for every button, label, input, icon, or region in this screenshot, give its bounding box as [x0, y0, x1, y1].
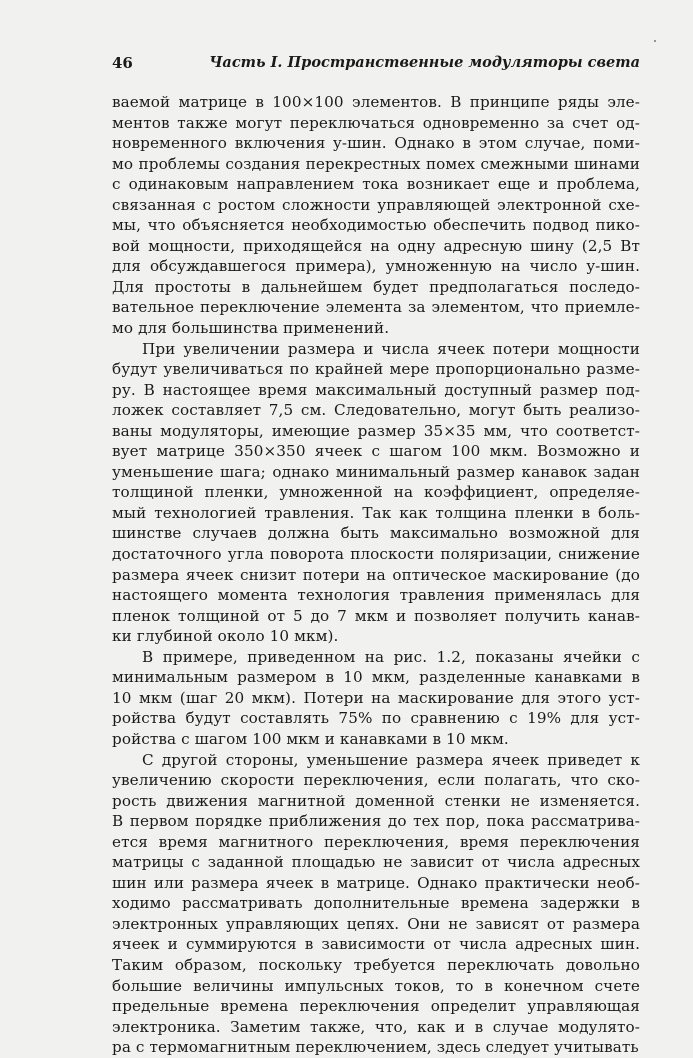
- running-head: Часть I. Пространственные модуляторы света: [209, 54, 640, 71]
- text-line: ложек составляет 7,5 см. Следовательно, могут быть реализо-: [112, 401, 640, 420]
- text-line: будут увеличиваться по крайней мере пропорционально разме-: [112, 360, 640, 379]
- paragraph: [112, 647, 640, 750]
- body-text: [112, 92, 640, 1058]
- text-line: шин или размера ячеек в матрице. Однако практически необ-: [112, 873, 640, 892]
- text-line: ваны модуляторы, имеющие размер 35×35 мм, что соответст-: [112, 421, 640, 440]
- text-line: с одинаковым направлением тока возникает еще и проблема,: [112, 175, 640, 194]
- text-line: мы, что объясняется необходимостью обеспечить подвод пико-: [112, 216, 640, 235]
- page-number: 46: [112, 54, 133, 72]
- text-line: 10 мкм (шаг 20 мкм). Потери на маскирование для этого уст-: [112, 688, 640, 707]
- text-line: ройства будут составлять 75% по сравнению с 19% для уст-: [112, 709, 640, 728]
- text-line: для обсуждавшегося примера), умноженную на число y-шин.: [112, 257, 640, 276]
- text-line: матрицы с заданной площадью не зависит от числа адресных: [112, 853, 640, 872]
- paragraph: [112, 750, 640, 1058]
- text-line: большие величины импульсных токов, то в конечном счете: [112, 976, 640, 995]
- text-line: Для простоты в дальнейшем будет предполагаться последо-: [112, 277, 640, 296]
- text-line: вует матрице 350×350 ячеек с шагом 100 мкм. Возможно и: [112, 442, 640, 461]
- text-line: увеличению скорости переключения, если полагать, что ско-: [112, 771, 640, 790]
- text-line: вательное переключение элемента за элементом, что приемле-: [112, 298, 640, 317]
- text-line: электроника. Заметим также, что, как и в случае модулято-: [112, 1017, 640, 1036]
- text-line: предельные времена переключения определит управляющая: [112, 997, 640, 1016]
- text-line: рость движения магнитной доменной стенки не изменяется.: [112, 791, 640, 810]
- text-line: мо проблемы создания перекрестных помех смежными шинами: [112, 154, 640, 173]
- text-line: ки глубиной около 10 мкм).: [112, 627, 339, 646]
- text-line: ройства с шагом 100 мкм и канавками в 10 мкм.: [112, 729, 509, 748]
- page-header: [112, 54, 640, 76]
- text-line: ется время магнитного переключения, время переключения: [112, 832, 640, 851]
- text-line: Таким образом, поскольку требуется переключать довольно: [112, 955, 640, 974]
- text-line: ра с термомагнитным переключением, здесь следует учитывать: [112, 1038, 639, 1057]
- text-line: ячеек и суммируются в зависимости от числа адресных шин.: [112, 935, 640, 954]
- text-line: В первом порядке приближения до тех пор, пока рассматрива-: [112, 812, 640, 831]
- text-line: При увеличении размера и числа ячеек потери мощности: [142, 339, 640, 358]
- text-line: ходимо рассматривать дополнительные времена задержки в: [112, 894, 640, 913]
- text-line: шинстве случаев должна быть максимально возможной для: [112, 524, 640, 543]
- text-line: вой мощности, приходящейся на одну адресную шину (2,5 Вт: [112, 236, 640, 255]
- text-line: уменьшение шага; однако минимальный размер канавок задан: [112, 462, 640, 481]
- text-line: ваемой матрице в 100×100 элементов. В принципе ряды эле-: [112, 93, 640, 111]
- text-line: мый технологией травления. Так как толщина пленки в боль-: [112, 503, 640, 522]
- scan-speck: [654, 40, 656, 42]
- text-line: пленок толщиной от 5 до 7 мкм и позволяет получить канав-: [112, 606, 640, 625]
- text-line: минимальным размером в 10 мкм, разделенные канавками в: [112, 668, 640, 687]
- text-line: новременного включения y-шин. Однако в этом случае, поми-: [112, 134, 640, 153]
- text-line: В примере, приведенном на рис. 1.2, показаны ячейки с: [142, 647, 640, 666]
- text-line: электронных управляющих цепях. Они не зависят от размера: [112, 914, 640, 933]
- text-line: ру. В настоящее время максимальный доступный размер под-: [112, 380, 640, 399]
- text-line: достаточного угла поворота плоскости поляризации, снижение: [112, 545, 640, 564]
- text-line: размера ячеек снизит потери на оптическое маскирование (до: [112, 565, 640, 584]
- text-line: С другой стороны, уменьшение размера ячеек приведет к: [142, 750, 640, 769]
- text-line: мо для большинства применений.: [112, 319, 390, 338]
- paragraph: [112, 339, 640, 647]
- text-line: настоящего момента технология травления применялась для: [112, 586, 640, 605]
- text-line: ментов также могут переключаться одновременно за счет од-: [112, 113, 640, 132]
- text-line: толщиной пленки, умноженной на коэффициент, определяе-: [112, 483, 640, 502]
- paragraph: [112, 92, 640, 339]
- text-line: связанная с ростом сложности управляющей электронной схе-: [112, 195, 640, 214]
